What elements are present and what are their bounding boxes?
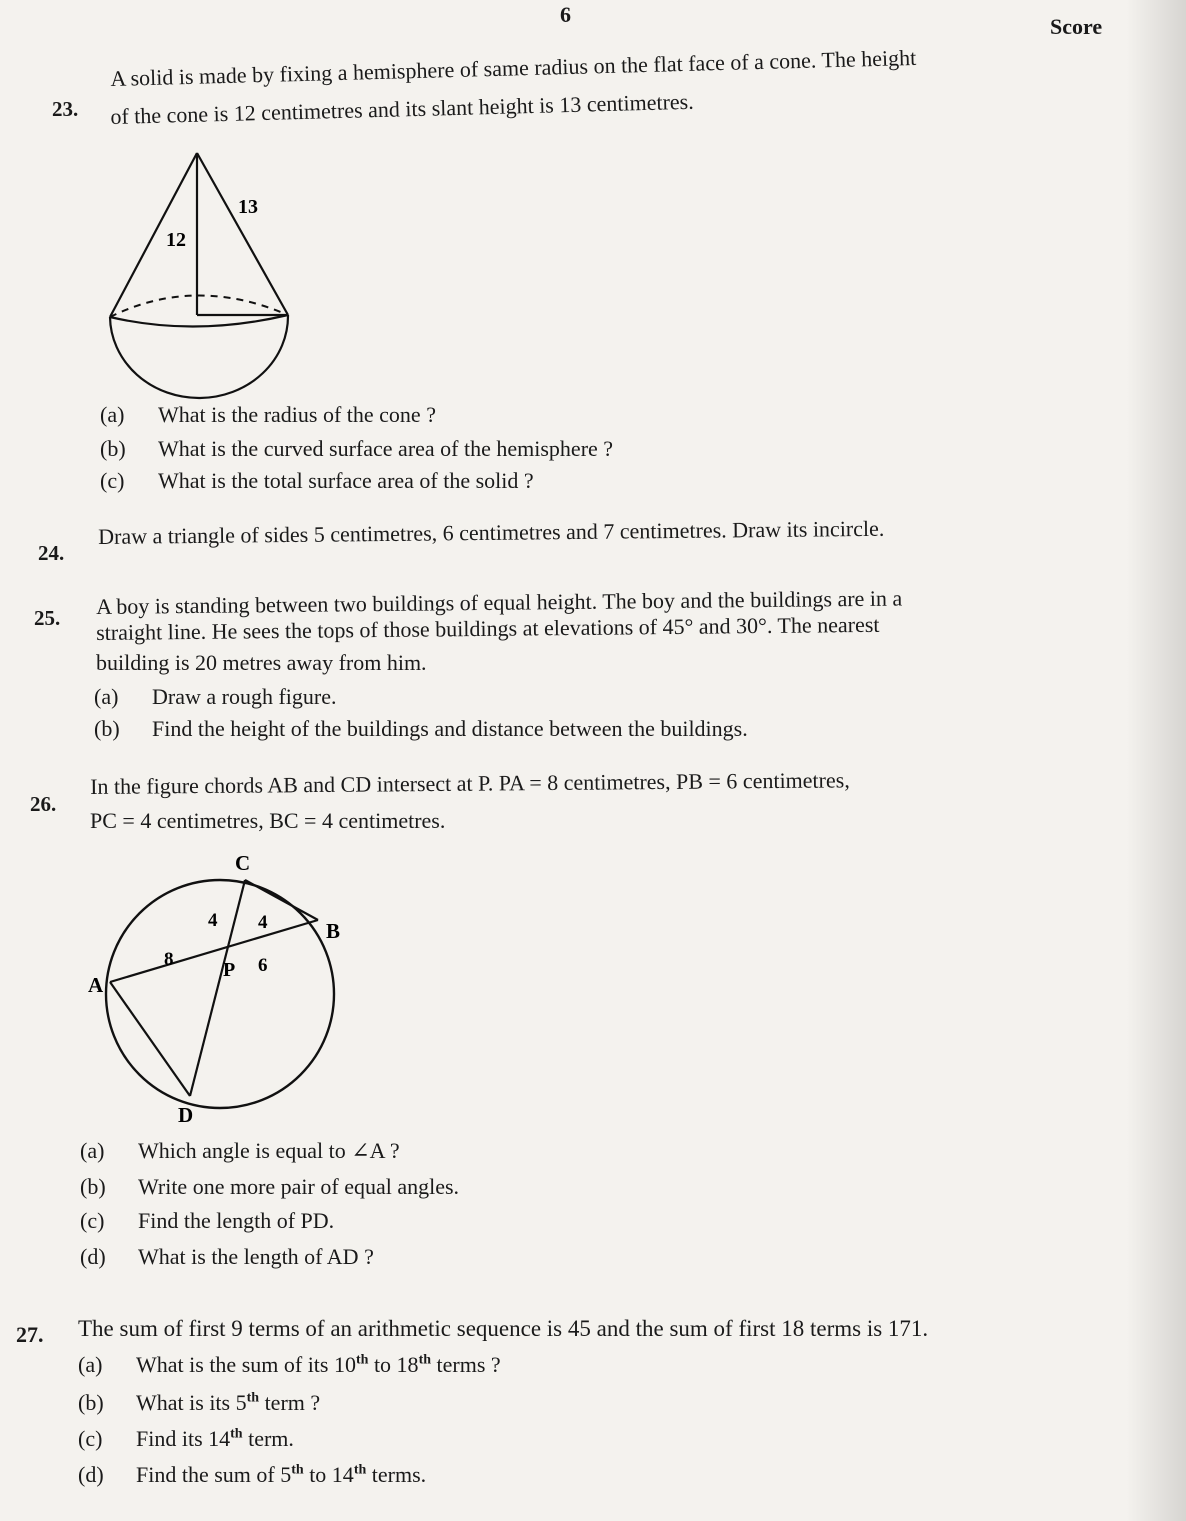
part-23b: (b) What is the curved surface area of the hemisphere ? <box>100 436 614 461</box>
part-25a: (a) Draw a rough figure. <box>94 684 337 709</box>
part-23a: (a) What is the radius of the cone ? <box>100 402 436 427</box>
question-number: 25. <box>34 606 61 630</box>
question-number: 24. <box>38 541 65 565</box>
question-text-line: In the figure chords AB and CD intersect at P. PA = 8 centimetres, PB = 6 centimetres, <box>90 767 850 799</box>
part-23c: (c) What is the total surface area of the solid ? <box>100 468 534 493</box>
length-PB: 6 <box>258 955 268 976</box>
label-A: A <box>88 973 104 997</box>
length-PC: 4 <box>208 910 218 931</box>
question-text-line: Draw a triangle of sides 5 centimetres, 6 centimetres and 7 centimetres. Draw its incircle. <box>98 515 885 549</box>
part-27c: (c) Find its 14th term. <box>78 1426 294 1451</box>
score-label: Score <box>1050 14 1103 39</box>
page-edge-shadow <box>1126 0 1186 1521</box>
part-27b: (b) What is its 5th term ? <box>78 1390 321 1415</box>
question-number: 27. <box>16 1322 44 1347</box>
part-26c: (c) Find the length of PD. <box>80 1208 335 1233</box>
question-number: 26. <box>30 792 57 816</box>
part-26d: (d) What is the length of AD ? <box>80 1244 374 1269</box>
cone-hemisphere-figure <box>100 145 300 405</box>
part-25b: (b) Find the height of the buildings and distance between the buildings. <box>94 716 748 741</box>
label-B: B <box>326 919 341 943</box>
part-26a: (a) Which angle is equal to ∠A ? <box>80 1138 400 1163</box>
question-text-line: A solid is made by fixing a hemisphere of same radius on the flat face of a cone. The height <box>110 44 917 91</box>
question-text-line: of the cone is 12 centimetres and its slant height is 13 centimetres. <box>110 88 694 129</box>
label-D: D <box>178 1103 194 1127</box>
page-number: 6 <box>560 2 571 27</box>
part-26b: (b) Write one more pair of equal angles. <box>80 1174 460 1199</box>
question-text-line: PC = 4 centimetres, BC = 4 centimetres. <box>90 808 446 833</box>
circle-chords-figure <box>80 850 360 1130</box>
height-label: 12 <box>166 229 186 251</box>
question-text-line: straight line. He sees the tops of those buildings at elevations of 45° and 30°. The nearest <box>96 611 880 645</box>
question-number: 23. <box>52 97 79 121</box>
part-27d: (d) Find the sum of 5th to 14th terms. <box>78 1462 427 1487</box>
length-BC: 4 <box>258 912 268 933</box>
question-text-line: The sum of first 9 terms of an arithmetic sequence is 45 and the sum of first 18 terms is 171. <box>78 1316 929 1341</box>
question-text-line: building is 20 metres away from him. <box>96 650 427 675</box>
label-C: C <box>235 851 251 875</box>
part-27a: (a) What is the sum of its 10th to 18th terms ? <box>78 1352 501 1377</box>
label-P: P <box>223 959 236 981</box>
length-PA: 8 <box>164 949 174 970</box>
question-text-line: A boy is standing between two buildings of equal height. The boy and the buildings are in a <box>96 585 903 619</box>
slant-height-label: 13 <box>238 196 258 218</box>
